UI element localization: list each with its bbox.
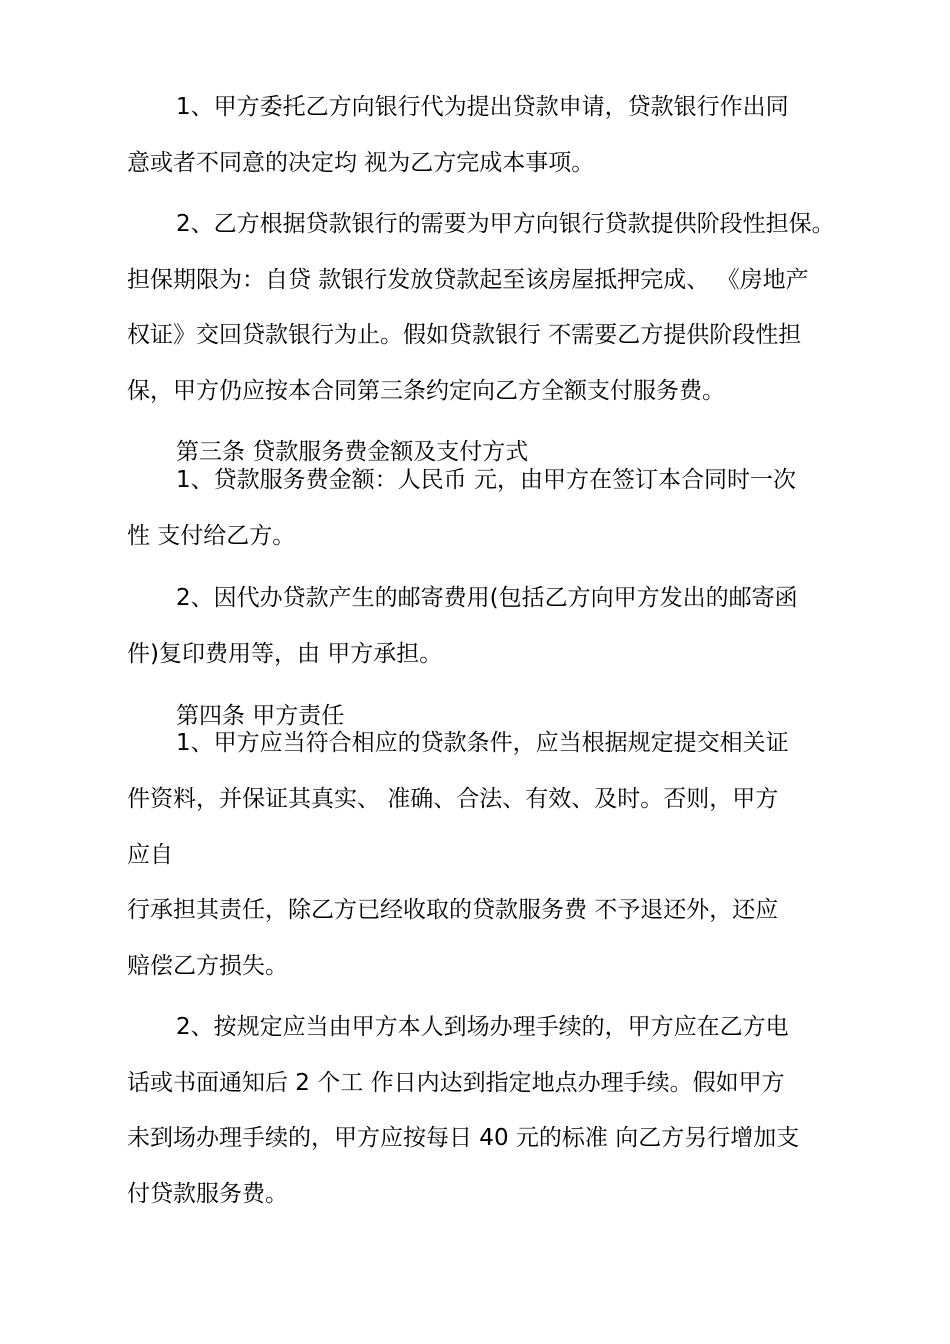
paragraph-2-line-4: 保，甲方仍应按本合同第三条约定向乙方全额支付服务费。: [127, 378, 725, 404]
paragraph-1-line-1: 1、甲方委托乙方向银行代为提出贷款申请，贷款银行作出同: [176, 94, 789, 120]
paragraph-4-line-2: 件)复印费用等，由 甲方承担。: [127, 641, 443, 667]
paragraph-1-line-2: 意或者不同意的决定均 视为乙方完成本事项。: [127, 150, 595, 176]
section-heading-article-3: 第三条 贷款服务费金额及支付方式: [176, 439, 529, 465]
paragraph-3-line-2: 性 支付给乙方。: [127, 523, 296, 549]
paragraph-4-line-1: 2、因代办贷款产生的邮寄费用(包括乙方向甲方发出的邮寄函: [176, 585, 798, 611]
paragraph-5-line-5: 赔偿乙方损失。: [127, 953, 288, 979]
paragraph-6-line-4: 付贷款服务费。: [127, 1181, 288, 1207]
paragraph-6-line-3: 未到场办理手续的，甲方应按每日 40 元的标准 向乙方另行增加支: [127, 1125, 800, 1151]
paragraph-2-line-2: 担保期限为：自贷 款银行发放贷款起至该房屋抵押完成、 《房地产: [127, 267, 809, 293]
paragraph-5-line-4: 行承担其责任，除乙方已经收取的贷款服务费 不予退还外，还应: [127, 897, 779, 923]
section-heading-article-4: 第四条 甲方责任: [176, 703, 345, 729]
paragraph-5-line-2: 件资料，并保证其真实、 准确、合法、有效、及时。否则，甲方: [127, 786, 779, 812]
paragraph-6-line-2: 话或书面通知后 2 个工 作日内达到指定地点办理手续。假如甲方: [127, 1070, 785, 1096]
paragraph-5-line-3: 应自: [127, 842, 173, 868]
paragraph-2-line-3: 权证》交回贷款银行为止。假如贷款银行 不需要乙方提供阶段性担: [127, 322, 802, 348]
paragraph-5-line-1: 1、甲方应当符合相应的贷款条件，应当根据规定提交相关证: [176, 730, 789, 756]
paragraph-3-line-1: 1、贷款服务费金额：人民币 元，由甲方在签订本合同时一次: [176, 467, 796, 493]
paragraph-6-line-1: 2、按规定应当由甲方本人到场办理手续的，甲方应在乙方电: [176, 1014, 789, 1040]
paragraph-2-line-1: 2、乙方根据贷款银行的需要为甲方向银行贷款提供阶段性担保。: [176, 211, 835, 237]
